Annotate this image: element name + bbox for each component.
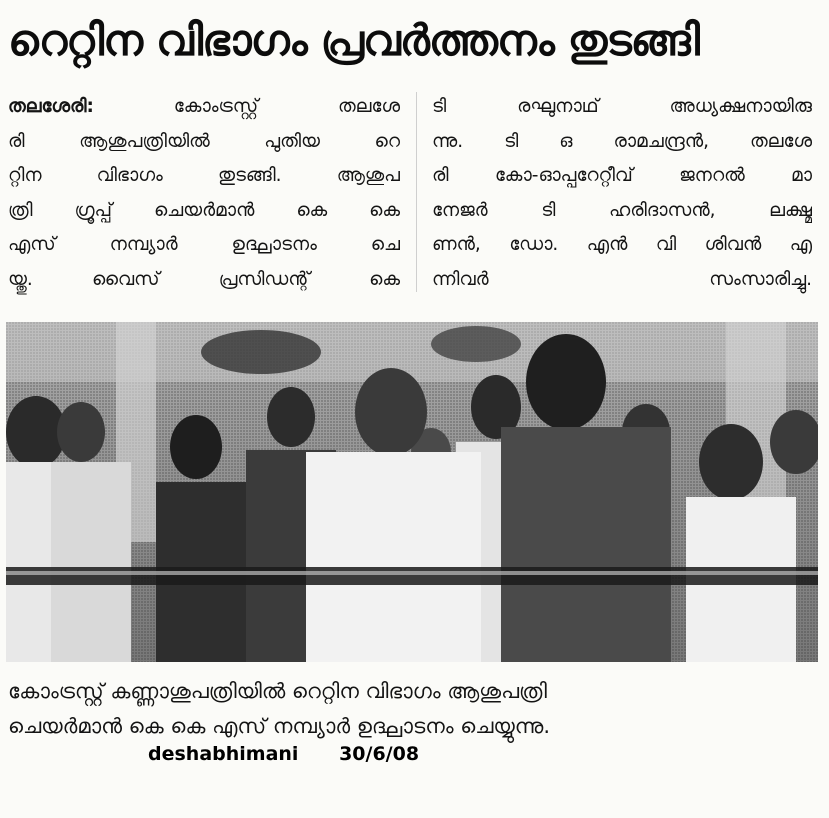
publication-name: deshabhimani bbox=[148, 743, 299, 765]
article-line: യ്തു. വൈസ് പ്രസിഡന്റ് കെ bbox=[8, 268, 400, 290]
article-line: രി ആശുപത്രിയിൽ പുതിയ റെ bbox=[8, 130, 400, 152]
photo-caption bbox=[8, 674, 798, 744]
article-line: ന്നിവർ സംസാരിച്ചു. bbox=[432, 268, 812, 290]
article-line: ണൻ, ഡോ. എൻ വി ശിവൻ എ bbox=[432, 234, 812, 255]
article-line: ന്നു. ടി ഒ രാമചന്ദ്രൻ, തലശേ bbox=[432, 130, 812, 152]
article-line: ടി രഘുനാഥ് അധ്യക്ഷനായിരു bbox=[432, 96, 812, 117]
news-photo bbox=[6, 322, 818, 662]
article-line: ത്രി ഗ്രൂപ്പ് ചെയർമാൻ കെ കെ bbox=[8, 199, 400, 221]
photo-illustration bbox=[6, 322, 818, 662]
caption-line-1: കോംട്രസ്റ്റ് കണ്ണാശുപത്രിയിൽ റെറ്റിന വിഭാഗം ആശുപത്രി bbox=[8, 679, 547, 703]
article-column-left bbox=[8, 90, 400, 297]
article-line: റ്റിന വിഭാഗം തുടങ്ങി. ആശുപ bbox=[8, 165, 400, 186]
caption-line-2: ചെയർമാൻ കെ കെ എസ് നമ്പ്യാർ ഉദ്ഘാടനം ചെയ്യുന്നു. bbox=[8, 714, 551, 738]
dateline: തലശേരി: bbox=[8, 96, 94, 117]
article-column-right bbox=[432, 90, 812, 297]
article-line: എസ് നമ്പ്യാർ ഉദ്ഘാടനം ചെ bbox=[8, 234, 400, 255]
source-credit bbox=[148, 743, 419, 765]
article-line-1 bbox=[8, 90, 400, 125]
article-text: കോംട്രസ്റ്റ് തലശേ bbox=[173, 96, 400, 117]
publication-date: 30/6/08 bbox=[339, 743, 420, 765]
headline: റെറ്റിന വിഭാഗം പ്രവർത്തനം തുടങ്ങി bbox=[8, 16, 699, 66]
column-divider bbox=[416, 92, 417, 292]
article-line: നേജർ ടി ഹരിദാസൻ, ലക്ഷ്മ bbox=[432, 199, 812, 221]
article-line: രി കോ-ഓപ്പറേറ്റീവ് ജനറൽ മാ bbox=[432, 165, 812, 186]
